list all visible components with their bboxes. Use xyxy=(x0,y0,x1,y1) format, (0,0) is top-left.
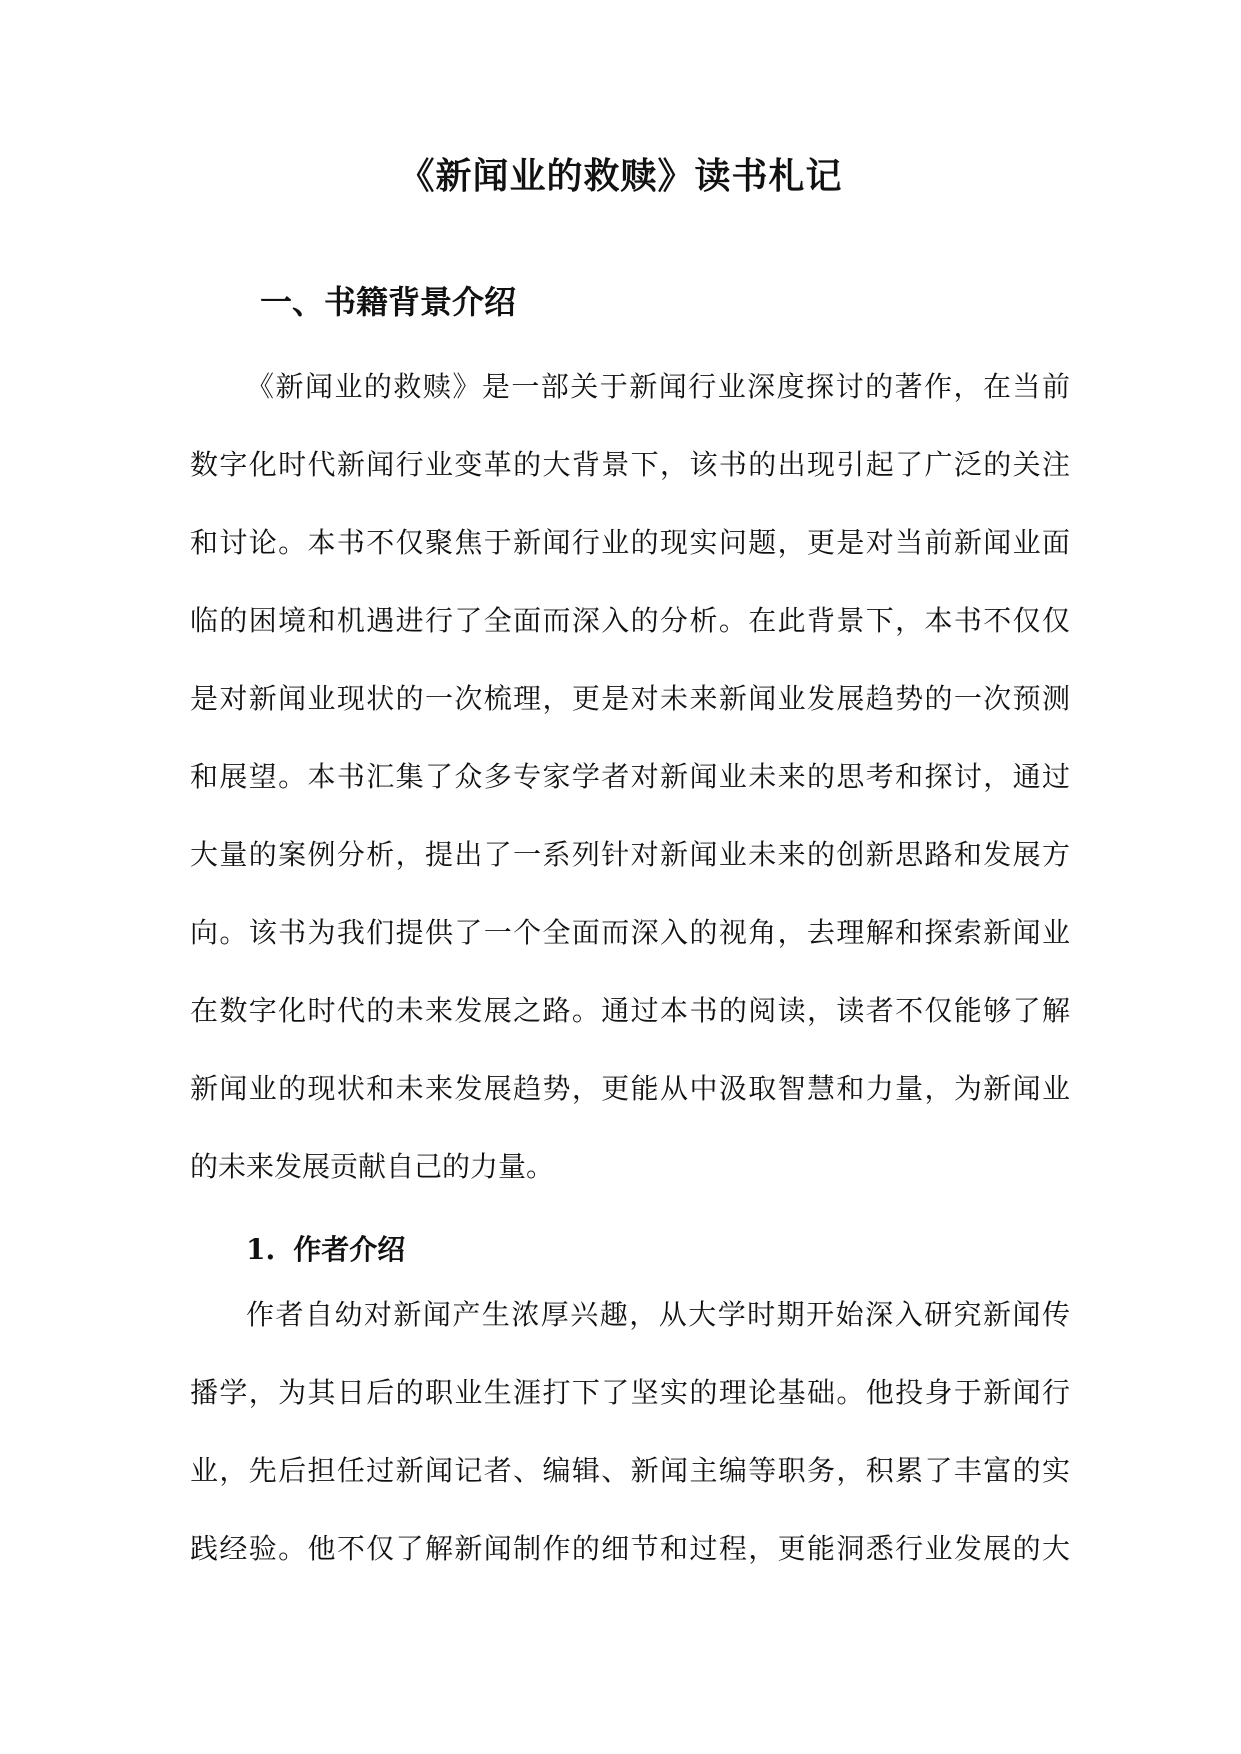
section-heading-book-background: 一、书籍背景介绍 xyxy=(260,283,517,321)
text-line: 向。该书为我们提供了一个全面而深入的视角，去理解和探索新闻业 xyxy=(190,916,1070,949)
text-line: 临的困境和机遇进行了全面而深入的分析。在此背景下，本书不仅仅 xyxy=(190,604,1070,637)
subsection-number: 1. xyxy=(246,1233,276,1266)
text-line: 《新闻业的救赎》是一部关于新闻行业深度探讨的著作，在当前 xyxy=(246,370,1070,403)
document-title: 《新闻业的救赎》读书札记 xyxy=(398,155,843,197)
subsection-heading-text: 作者介绍 xyxy=(293,1233,406,1266)
text-line: 播学，为其日后的职业生涯打下了坚实的理论基础。他投身于新闻行 xyxy=(190,1376,1070,1409)
text-line: 在数字化时代的未来发展之路。通过本书的阅读，读者不仅能够了解 xyxy=(190,994,1070,1027)
subsection-heading-author xyxy=(246,1228,405,1272)
text-line: 大量的案例分析，提出了一系列针对新闻业未来的创新思路和发展方 xyxy=(190,838,1070,871)
text-line: 业，先后担任过新闻记者、编辑、新闻主编等职务，积累了丰富的实 xyxy=(190,1454,1070,1487)
text-line: 是对新闻业现状的一次梳理，更是对未来新闻业发展趋势的一次预测 xyxy=(190,682,1070,715)
text-line: 的未来发展贡献自己的力量。 xyxy=(190,1150,555,1183)
paragraph-author xyxy=(190,1276,1070,1588)
text-line: 数字化时代新闻行业变革的大背景下，该书的出现引起了广泛的关注 xyxy=(190,448,1070,481)
text-line: 作者自幼对新闻产生浓厚兴趣，从大学时期开始深入研究新闻传 xyxy=(246,1298,1070,1331)
text-line: 和讨论。本书不仅聚焦于新闻行业的现实问题，更是对当前新闻业面 xyxy=(190,526,1070,559)
paragraph-book-background xyxy=(190,348,1070,1206)
text-line: 新闻业的现状和未来发展趋势，更能从中汲取智慧和力量，为新闻业 xyxy=(190,1072,1070,1105)
text-line: 和展望。本书汇集了众多专家学者对新闻业未来的思考和探讨，通过 xyxy=(190,760,1070,793)
text-line: 践经验。他不仅了解新闻制作的细节和过程，更能洞悉行业发展的大 xyxy=(190,1532,1070,1565)
